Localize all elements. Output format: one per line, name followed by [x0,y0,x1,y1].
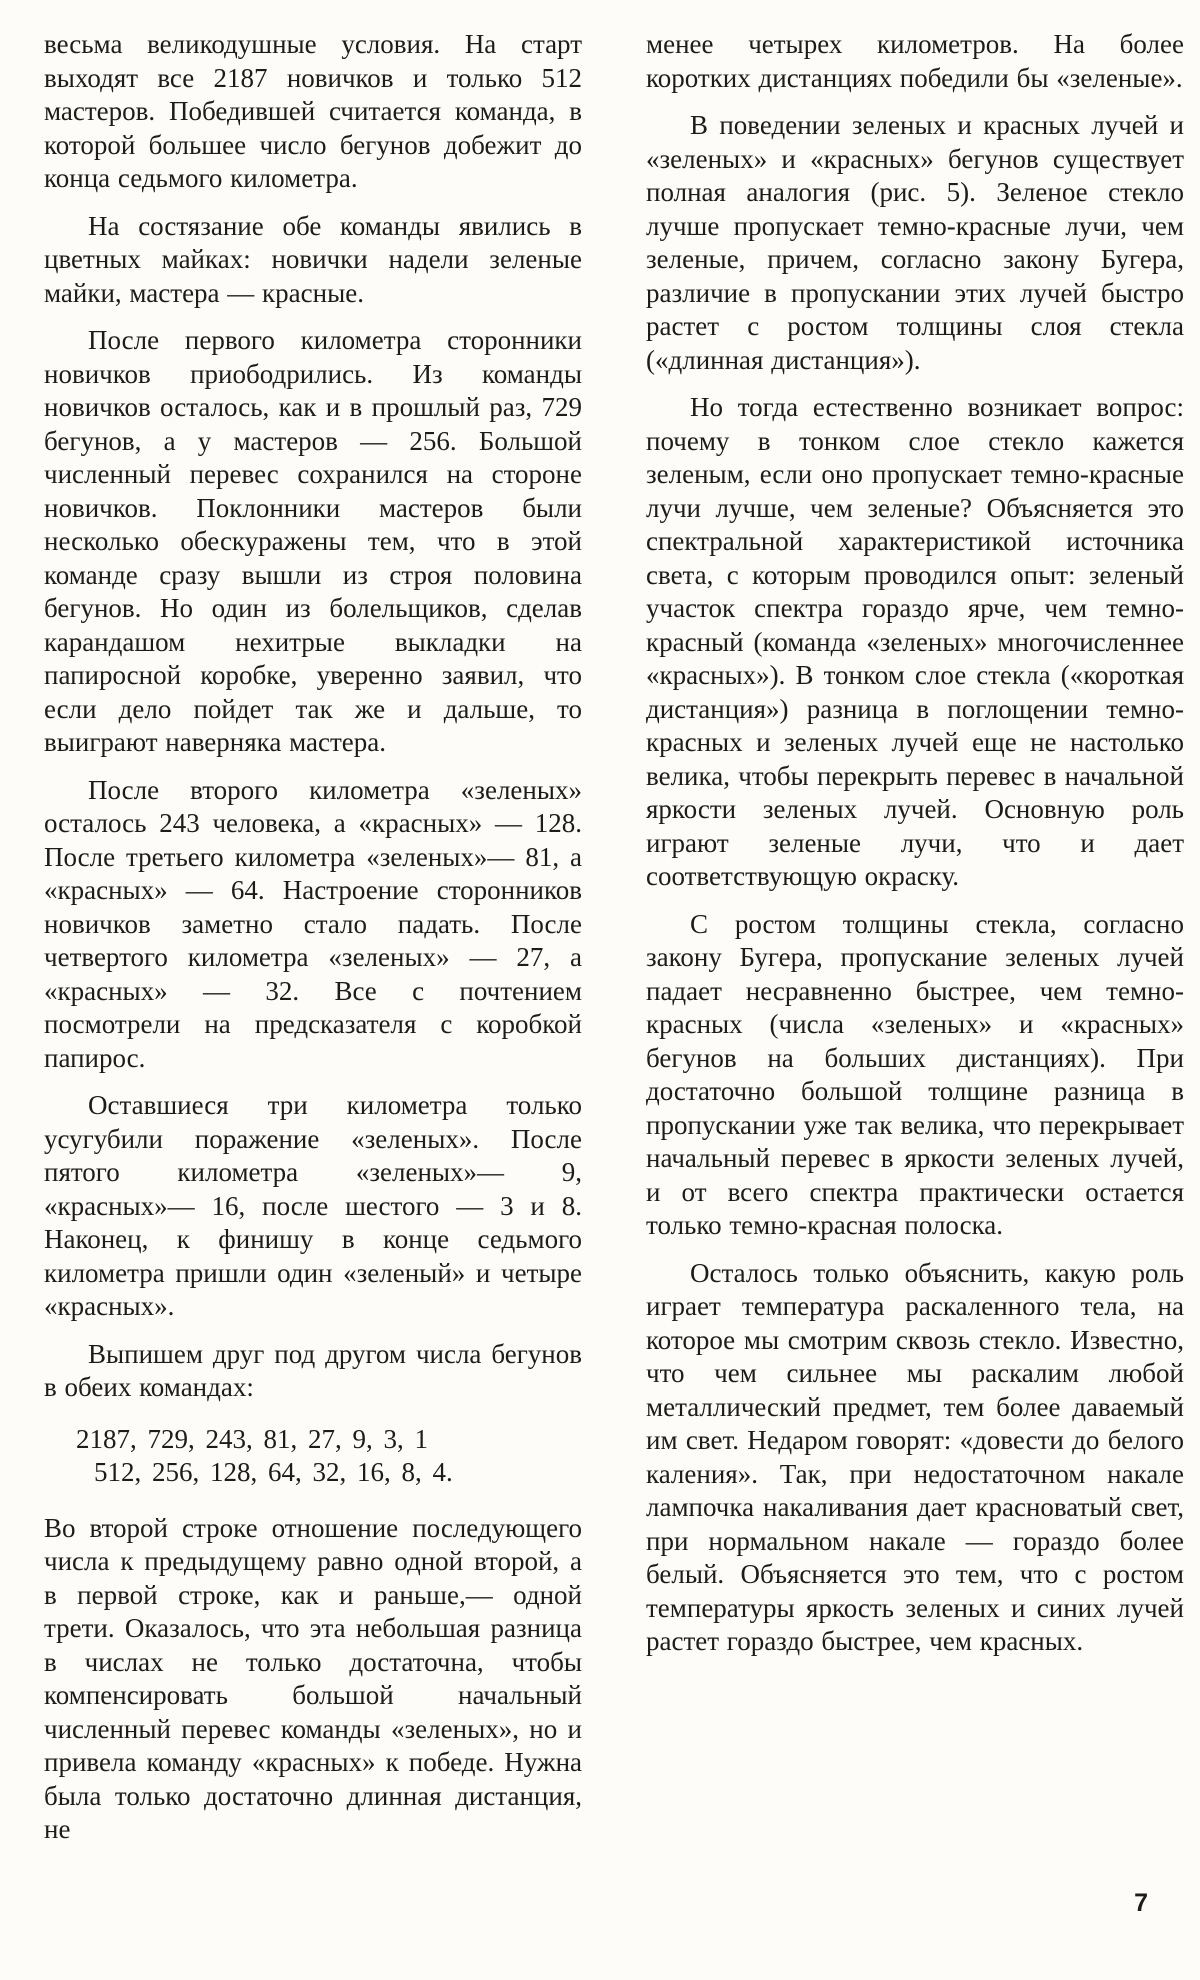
left-column [44,28,582,1861]
right-column [646,28,1184,1673]
paragraph: Выпишем друг под другом числа бегунов в обеих командах: [44,1338,582,1402]
paragraph: В поведении зеленых и красных лучей и «зеленых» и «красных» бегунов существует полная аналогия (рис. 5). Зеленое стекло лучше пропускает темно-красные лучи, чем зеленые, причем, согласно закону Бугера, различие в пропускании этих лучей быстро растет с ростом толщины слоя стекла («длинная дистанция»). [646,110,1184,375]
number-sequences [44,1423,582,1490]
numbers-row-red: 512, 256, 128, 64, 32, 16, 8, 4. [94,1457,453,1487]
paragraph: После первого километра сторонники новичков приободрились. Из команды новичков осталось, как и в прошлый раз, 729 бегунов, а у мастеров — 256. Большой численный перевес сохранился на стороне новичков. Поклонники мастеров были несколько обескуражены тем, что в этой команде сразу вышли из строя половина бегунов. Но один из болельщиков, сделав карандашом нехитрые выкладки на папиросной коробке, уверенно заявил, что если дело пойдет так же и дальше, то выиграют наверняка мастера. [44,325,582,757]
paragraph: После второго километра «зеленых» осталось 243 человека, а «красных» — 128. После третьего километра «зеленых»— 81, а «красных» — 64. Настроение сторонников новичков заметно стало падать. После четвертого километра «зеленых» — 27, а «красных» — 32. Все с почтением посмотрели на предсказателя с коробкой папирос. [44,774,582,1073]
page-number: 7 [1134,1889,1148,1917]
paragraph: Оставшиеся три километра только усугубили поражение «зеленых». После пятого километра «зеленых»— 9, «красных»— 16, после шестого — 3 и 8. Наконец, к финишу в конце седьмого километра пришли один «зеленый» и четыре «красных». [44,1090,582,1321]
paragraph: весьма великодушные условия. На старт выходят все 2187 новичков и только 512 мастеров. Победившей считается команда, в которой большее число бегунов добежит до конца седьмого километра. [44,29,582,193]
paragraph: Но тогда естественно возникает вопрос: почему в тонком слое стекло кажется зеленым, если оно пропускает темно-красные лучи лучше, чем зеленые? Объясняется это спектральной характеристикой источника света, с которым проводился опыт: зеленый участок спектра гораздо ярче, чем темно-красный (команда «зеленых» многочисленнее «красных»). В тонком слое стекла («короткая дистанция») разница в поглощении темно-красных и зеленых лучей еще не настолько велика, чтобы перекрыть перевес в начальной яркости зеленых лучей. Основную роль играют зеленые лучи, что и дает соответствующую окраску. [646,392,1184,891]
paragraph: Во второй строке отношение последующего числа к предыдущему равно одной второй, а в первой строке, как и раньше,— одной трети. Оказалось, что эта небольшая разница в числах не только достаточна, чтобы компенсировать большой начальный численный перевес команды «зеленых», но и привела команду «красных» к победе. Нужна была только достаточно длинная дистанция, не [44,1512,582,1844]
paragraph: На состязание обе команды явились в цветных майках: новички надели зеленые майки, мастера — красные. [44,210,582,308]
paragraph: менее четырех километров. На более коротких дистанциях победили бы «зеленые». [646,29,1184,93]
paragraph: С ростом толщины стекла, согласно закону Бугера, пропускание зеленых лучей падает несравненно быстрее, чем темно-красных (числа «зеленых» и «красных» бегунов на больших дистанциях). При достаточно большой толщине разница в пропускании уже так велика, что перекрывает начальный перевес в яркости зеленых лучей, и от всего спектра практически остается только темно-красная полоска. [646,908,1184,1240]
numbers-row-green: 2187, 729, 243, 81, 27, 9, 3, 1 [76,1423,428,1454]
paragraph: Осталось только объяснить, какую роль играет температура раскаленного тела, на которое мы смотрим сквозь стекло. Известно, что чем сильнее мы раскалим любой металлический предмет, тем более даваемый им свет. Недаром говорят: «довести до белого каления». Так, при недостаточном накале лампочка накаливания дает красноватый свет, при нормальном накале — гораздо более белый. Объясняется это тем, что с ростом температуры яркость зеленых и синих лучей растет гораздо быстрее, чем красных. [646,1257,1184,1656]
